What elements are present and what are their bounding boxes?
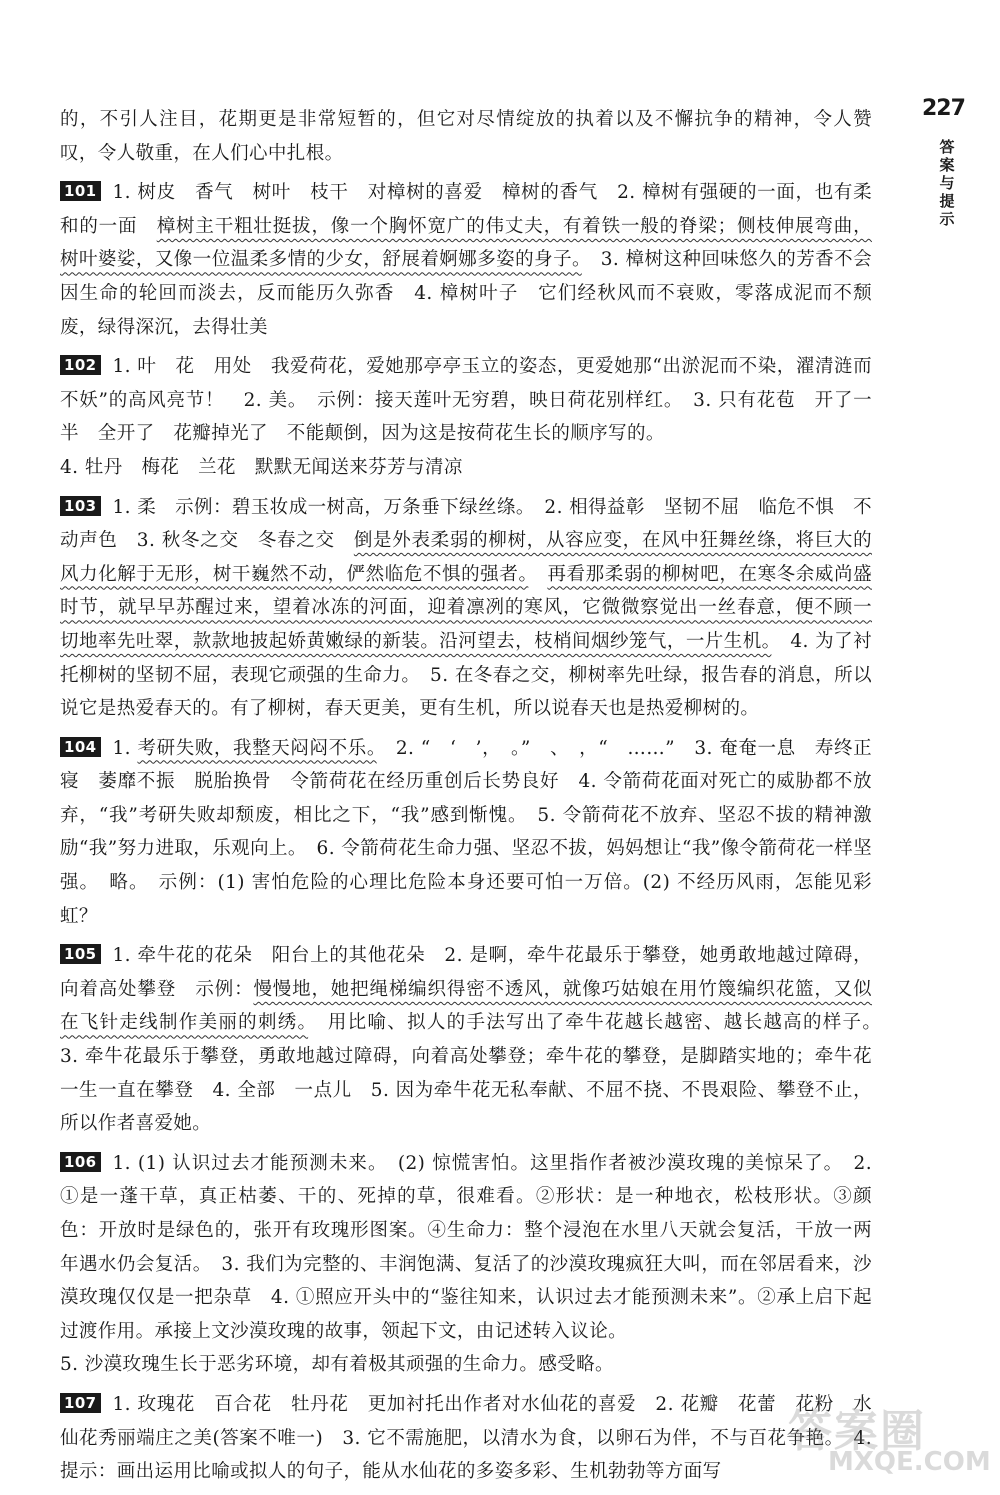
answer-text bbox=[528, 564, 547, 585]
answer-paragraph bbox=[60, 1147, 872, 1382]
answer-text: 1. 玫瑰花 百合花 牡丹花 更加衬托出作者对水仙花的喜爱 2. 花瓣 花蕾 花粉 水仙花秀丽端庄之美(答案不唯一) 3. 它不需施肥，以清水为食，以卵石为伴，不与百花争艳。 4. 提示：画出运用比喻或拟人的句子，能从水仙花的多姿多彩、生机勃勃等方面写 bbox=[60, 1393, 872, 1483]
section-label-char: 提 bbox=[939, 192, 955, 210]
answer-text: 4. 牡丹 梅花 兰花 默默无闻送来芬芳与清凉 bbox=[60, 456, 463, 478]
watermark bbox=[788, 1395, 991, 1485]
underlined-answer-text: 倒是外表柔弱的柳树，从容应变，在风中狂舞丝绦，将巨大的风力化解于无形，树干巍然不动，俨然临危不惧的强者。 bbox=[60, 530, 872, 585]
question-number-badge: 106 bbox=[60, 1152, 101, 1172]
answer-text: 4. 为了衬托柳树的坚韧不屈，表现它顽强的生命力。 5. 在冬春之交，柳树率先吐绿，报告春的消息，所以说它是热爱春天的。有了柳树，春天更美，更有生机，所以说春天也是热爱柳树的。 bbox=[60, 630, 872, 720]
section-label-char: 与 bbox=[939, 174, 955, 192]
answer-text: 3. 樟树这种回味悠久的芳香不会因生命的轮回而淡去，反而能历久弥香 4. 樟树叶子 它们经秋风而不衰败，零落成泥而不颓废，绿得深沉，去得壮美 bbox=[60, 249, 872, 338]
watermark-logo-text: 答案圈 bbox=[788, 1406, 926, 1457]
answer-text: 5. 沙漠玫瑰生长于恶劣环境，却有着极其顽强的生命力。感受略。 bbox=[60, 1354, 614, 1376]
answer-text: 1. 柔 示例：碧玉妆成一树高，万条垂下绿丝绦。 2. 相得益彰 坚韧不屈 临危不惧 不动声色 3. 秋冬之交 冬春之交 bbox=[60, 496, 872, 552]
section-label-char: 案 bbox=[939, 156, 955, 174]
question-number-badge: 101 bbox=[60, 181, 101, 201]
underlined-answer-text: 慢慢地，她把绳梯编织得密不透风，就像巧姑娘在用竹篾编织花篮，又似在飞针走线制作美丽的刺绣。 bbox=[60, 978, 872, 1034]
answer-text: 1. 牵牛花的花朵 阳台上的其他花朵 2. 是啊，牵牛花最乐于攀登，她勇敢地越过障碍，向着高处攀登 示例： bbox=[60, 945, 872, 1000]
watermark-url: MXQE.COM bbox=[828, 1447, 991, 1477]
page-number: 227 bbox=[922, 96, 965, 121]
answer-paragraph bbox=[60, 732, 872, 934]
underlined-answer-text: 考研失败，我整天闷闷不乐。 bbox=[137, 737, 377, 759]
answer-text: 1. 叶 花 用处 我爱荷花，爱她那亭亭玉立的姿态，更爱她那“出淤泥而不染，濯清涟而不妖”的高风亮节！ 2. 美。 示例：接天莲叶无穷碧，映日荷花别样红。 3. 只有花苞 开了一半 全开了 花瓣掉光了 不能颠倒，因为这是按荷花生长的顺序写的。 bbox=[60, 356, 872, 445]
question-number-badge: 103 bbox=[60, 496, 101, 516]
answer-text: 用比喻、拟人的手法写出了牵牛花越长越密、越长越高的样子。 3. 牵牛花最乐于攀登，勇敢地越过障碍，向着高处攀登；牵牛花的攀登，是脚踏实地的；牵牛花一生一直在攀登 4. 全部 一点儿 5. 因为牵牛花无私奉献、不屈不挠、不畏艰险、攀登不止，所以作者喜爱她。 bbox=[60, 1012, 891, 1135]
question-number-badge: 104 bbox=[60, 737, 101, 757]
section-label-char: 答 bbox=[939, 138, 955, 156]
answer-text: 1. (1) 认识过去才能预测未来。 (2) 惊慌害怕。这里指作者被沙漠玫瑰的美惊呆了。 2. ①是一蓬干草，真正枯萎、干的、死掉的草，很难看。②形状：是一种地衣，松枝形状。③颜色：开放时是绿色的，张开有玫瑰形图案。④生命力：整个浸泡在水里八天就会复活，干放一两年遇水仍会复活。 3. 我们为完整的、丰润饱满、复活了的沙漠玫瑰疯狂大叫，而在邻居看来，沙漠玫瑰仅仅是一把杂草 4. ①照应开头中的“鉴往知来，认识过去才能预测未来”。②承上启下起过渡作用。承接上文沙漠玫瑰的故事，领起下文，由记述转入议论。 bbox=[60, 1152, 872, 1342]
question-number-badge: 102 bbox=[60, 355, 101, 375]
answer-text: 1. bbox=[112, 737, 138, 759]
answer-paragraph bbox=[60, 350, 872, 484]
answer-text: 2. “ ‘ ’， 。” 、 ，“ ……” 3. 奄奄一息 寿终正寝 萎靡不振 脱胎换骨 令箭荷花在经历重创后长势良好 4. 令箭荷花面对死亡的威胁都不放弃，“我”考研失败却颓废，相比之下，“我”感到惭愧。 5. 令箭荷花不放弃、坚忍不拔的精神激励“我”努力进取，乐观向上。 6. 令箭荷花生命力强、坚忍不拔，妈妈想让“我”像令箭荷花一样坚强。 略。 示例：(1) 害怕危险的心理比危险本身还要可怕一万倍。(2) 不经历风雨，怎能见彩虹？ bbox=[60, 737, 873, 927]
answer-paragraph bbox=[60, 176, 872, 344]
answer-paragraph bbox=[60, 103, 872, 170]
question-number-badge: 105 bbox=[60, 944, 101, 964]
answer-content bbox=[60, 103, 891, 1495]
answer-paragraph bbox=[60, 939, 891, 1141]
section-label-char: 示 bbox=[939, 210, 955, 228]
underlined-answer-text: 樟树主干粗壮挺拔，像一个胸怀宽广的伟丈夫，有着铁一般的脊梁；侧枝伸展弯曲，树叶婆娑，又像一位温柔多情的少女，舒展着婀娜多姿的身子。 bbox=[60, 215, 872, 271]
section-label bbox=[937, 138, 957, 228]
question-number-badge: 107 bbox=[60, 1393, 101, 1413]
answer-paragraph bbox=[60, 491, 872, 726]
answer-text: 1. 树皮 香气 树叶 枝干 对樟树的喜爱 樟树的香气 2. 樟树有强硬的一面，也有柔和的一面 bbox=[60, 182, 872, 237]
answer-text: 的，不引人注目，花期更是非常短暂的，但它对尽情绽放的执着以及不懈抗争的精神，令人赞叹，令人敬重，在人们心中扎根。 bbox=[60, 109, 872, 164]
underlined-answer-text: 再看那柔弱的柳树吧，在寒冬余威尚盛时节，就早早苏醒过来，望着冰冻的河面，迎着凛冽的寒风，它微微察觉出一丝春意，便不顾一切地率先吐翠，款款地披起娇黄嫩绿的新装。沿河望去，枝梢间烟纱笼气，一片生机。 bbox=[60, 563, 872, 652]
answer-paragraph bbox=[60, 1388, 872, 1489]
